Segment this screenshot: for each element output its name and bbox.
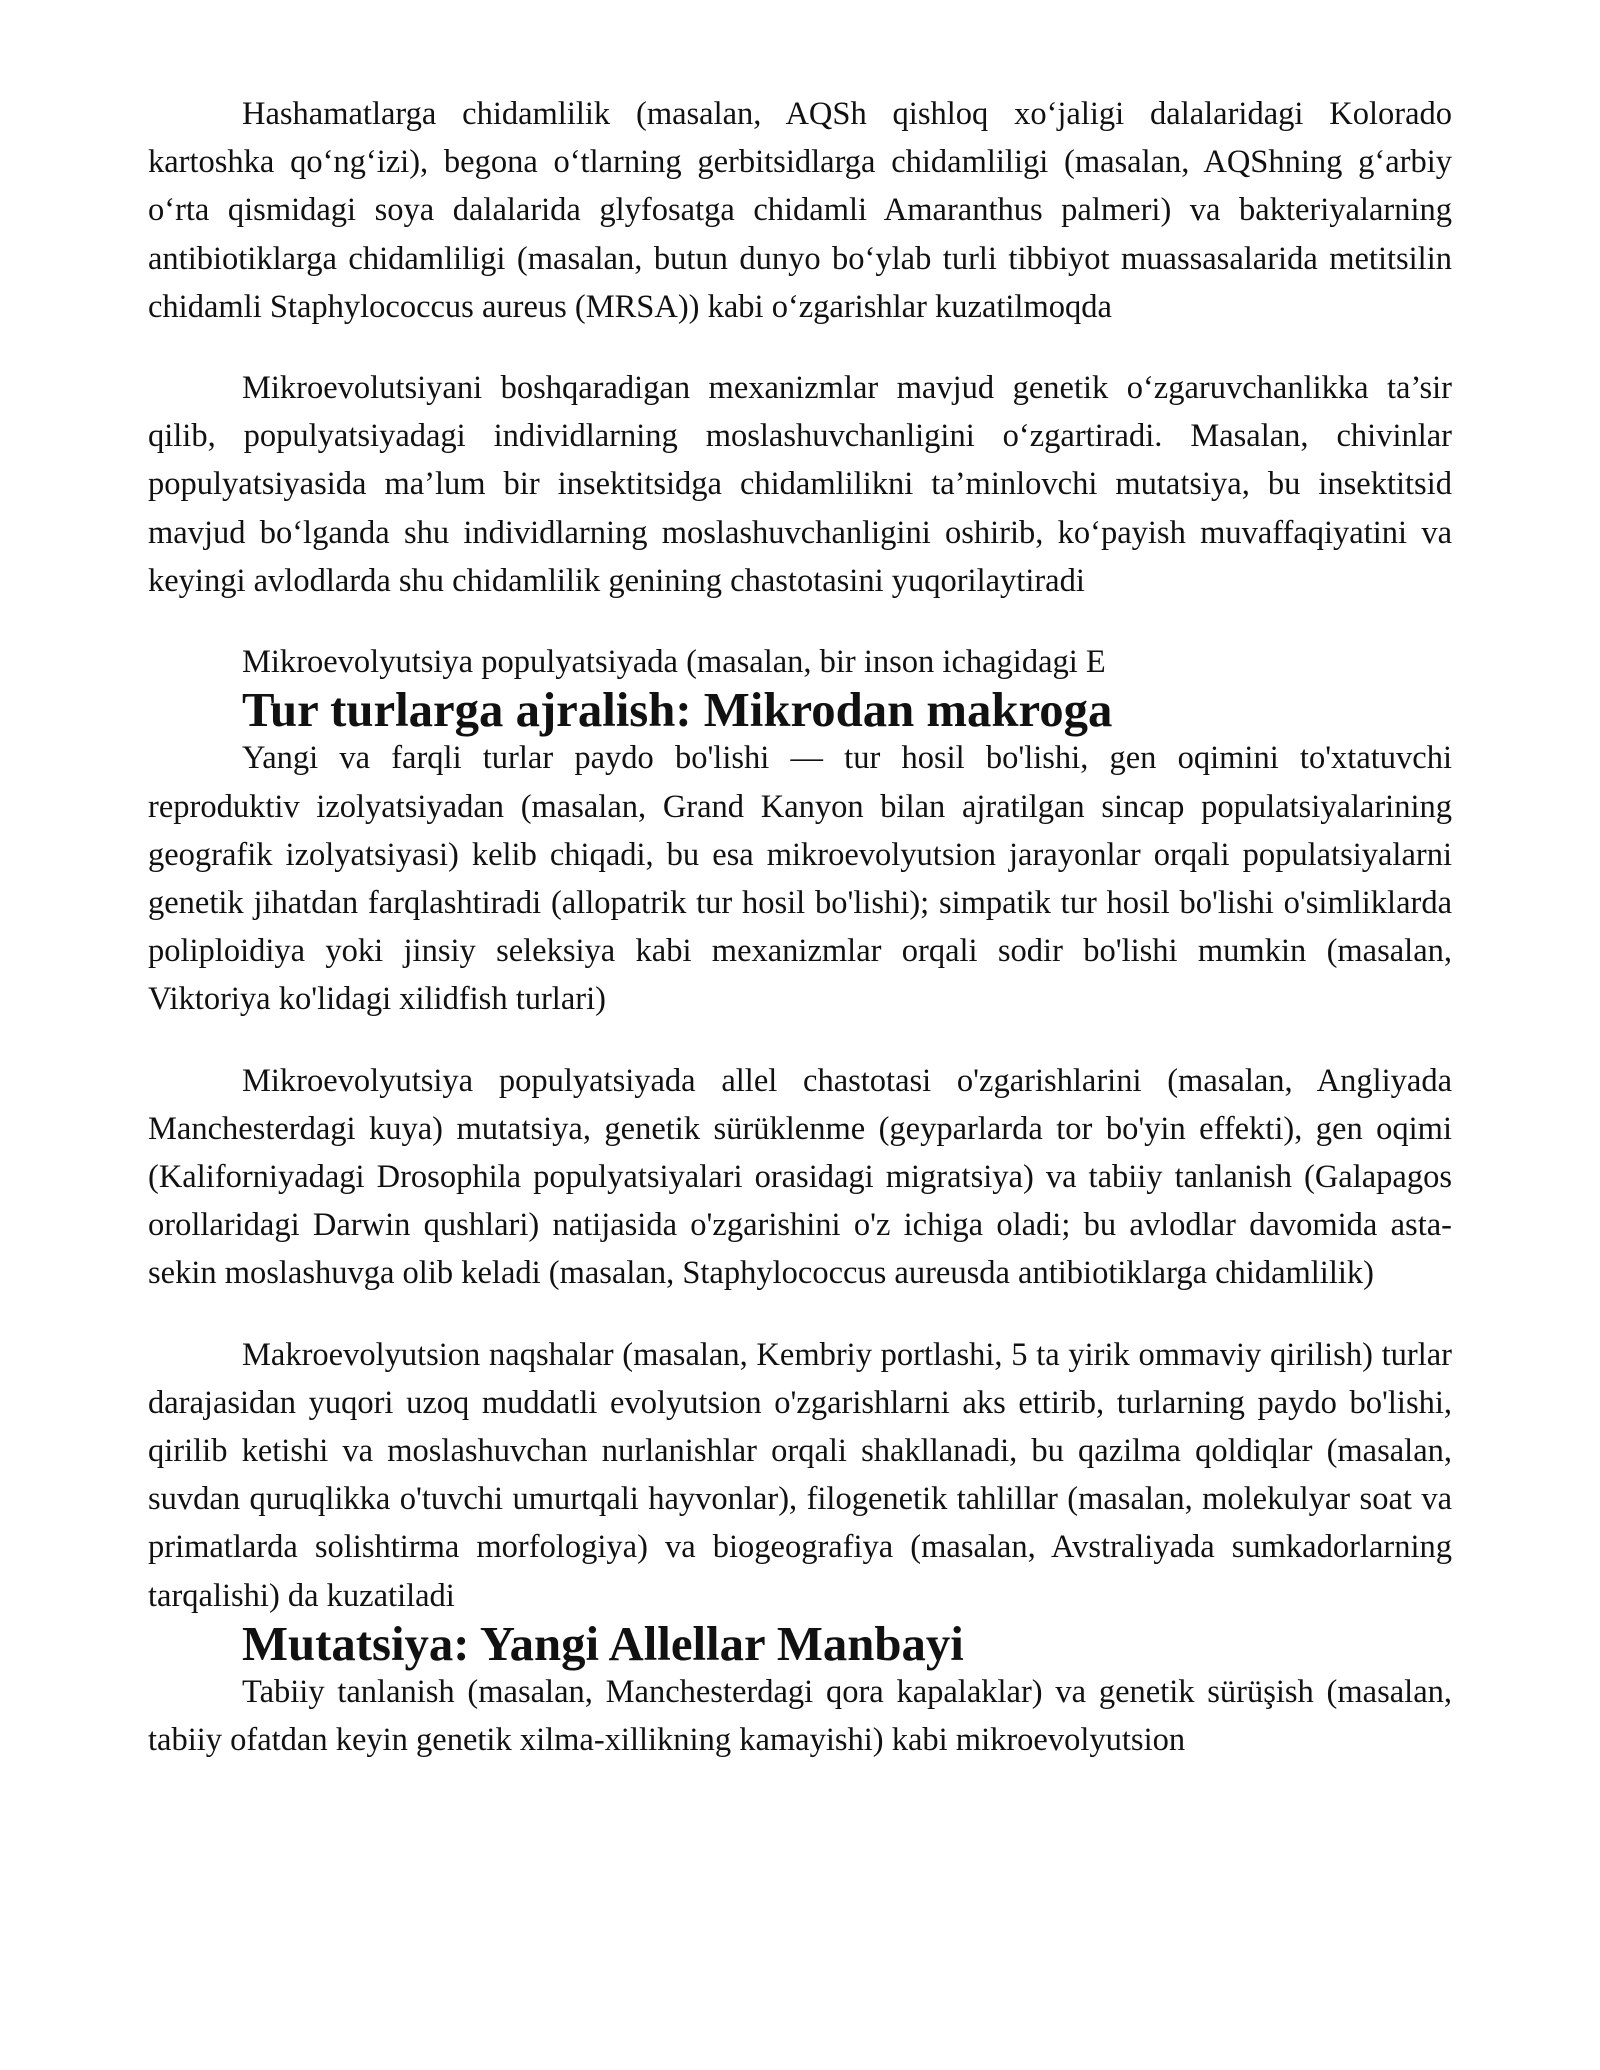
paragraph-speciation: Yangi va farqli turlar paydo bo'lishi — tur hosil bo'lishi, gen oqimini to'xtatuvchi reproduktiv izolyatsiyadan (masalan, Grand Kanyon bilan ajratilgan sincap populatsiyalarining geografik izolyatsiyasi) kelib chiqadi, bu esa mikroevolyutsion jarayonlar orqali populatsiyalarni genetik jihatdan farqlashtiradi (allopatrik tur hosil bo'lishi); simpatik tur hosil bo'lishi o'simliklarda poliploidiya yoki jinsiy seleksiya kabi mexanizmlar orqali sodir bo'lishi mumkin (masalan, Viktoriya ko'lidagi xilidfish turlari) (148, 740, 1452, 1018)
section-heading-mutation: Mutatsiya: Yangi Allellar Manbayi (242, 1616, 964, 1671)
document-page (148, 90, 1452, 1765)
section-heading-speciation: Tur turlarga ajralish: Mikrodan makroga (242, 683, 1113, 738)
paragraph-microevolution-mechanisms: Mikroevolutsiyani boshqaradigan mexanizmlar mavjud genetik o‘zgaruvchanlikka ta’sir qilib, populyatsiyadagi individlarning moslashuvchanligini o‘zgartiradi. Masalan, chivinlar populyatsiyasida ma’lum bir insektitsidga chidamlilikni ta’minlovchi mutatsiya, bu insektitsid mavjud bo‘lganda shu individlarning moslashuvchanligini oshirib, ko‘payish muvaffaqiyatini va keyingi avlodlarda shu chidamlilik genining chastotasini yuqorilaytiradi (148, 370, 1452, 599)
paragraph-macroevolution-patterns: Makroevolyutsion naqshalar (masalan, Kembriy portlashi, 5 ta yirik ommaviy qirilish) turlar darajasidan yuqori uzoq muddatli evolyutsion o'zgarishlarni aks ettirib, turlarning paydo bo'lishi, qirilib ketishi va moslashuvchan nurlanishlar orqali shakllanadi, bu qazilma qoldiqlar (masalan, suvdan quruqlikka o'tuvchi umurtqali hayvonlar), filogenetik tahlillar (masalan, molekulyar soat va primatlarda solishtirma morfologiya) va biogeografiya (masalan, Avstraliyada sumkadorlarning tarqalishi) da kuzatiladi (148, 1336, 1452, 1614)
paragraph-microevolution-fragment: Mikroevolyutsiya populyatsiyada (masalan, bir inson ichagidagi E (242, 644, 1106, 681)
paragraph-natural-selection: Tabiiy tanlanish (masalan, Manchesterdagi qora kapalaklar) va genetik sürüşish (masalan, tabiiy ofatdan keyin genetik xilma-xillikning kamayishi) kabi mikroevolyutsion (148, 1674, 1452, 1759)
paragraph-resistance-examples: Hashamatlarga chidamlilik (masalan, AQSh qishloq xo‘jaligi dalalaridagi Kolorado kartoshka qo‘ng‘izi), begona o‘tlarning gerbitsidlarga chidamliligi (masalan, AQShning g‘arbiy o‘rta qismidagi soya dalalarida glyfosatga chidamli Amaranthus palmeri) va bakteriyalarning antibiotiklarga chidamliligi (masalan, butun dunyo bo‘ylab turli tibbiyot muassasalarida metitsilin chidamli Staphylococcus aureus (MRSA)) kabi o‘zgarishlar kuzatilmoqda (148, 96, 1452, 325)
paragraph-allele-frequency: Mikroevolyutsiya populyatsiyada allel chastotasi o'zgarishlarini (masalan, Angliyada Manchesterdagi kuya) mutatsiya, genetik sürüklenme (geyparlarda tor bo'yin effekti), gen oqimi (Kaliforniyadagi Drosophila populyatsiyalari orasidagi migratsiya) va tabiiy tanlanish (Galapagos orollaridagi Darwin qushlari) natijasida o'zgarishini o'z ichiga oladi; bu avlodlar davomida asta-sekin moslashuvga olib keladi (masalan, Staphylococcus aureusda antibiotiklarga chidamlilik) (148, 1062, 1452, 1292)
